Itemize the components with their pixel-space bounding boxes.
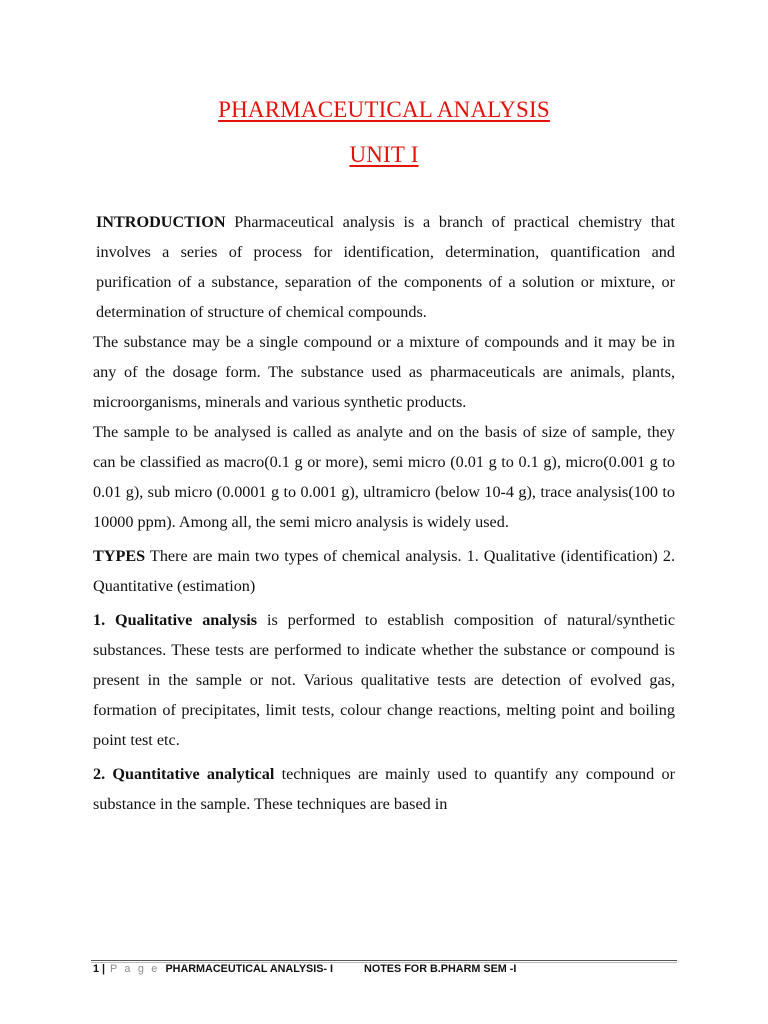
footer-divider: [91, 960, 677, 961]
intro-label: INTRODUCTION: [96, 213, 226, 231]
sample-paragraph: [93, 417, 675, 537]
unit-heading: UNIT I: [349, 142, 419, 167]
quantitative-text: techniques are mainly used to quantify any compound or substance in the sample. These techniques are based in: [93, 765, 675, 813]
types-paragraph: [93, 541, 675, 601]
page-footer: [93, 963, 516, 975]
types-text: There are main two types of chemical analysis. 1. Qualitative (identification) 2. Quantitative (estimation): [93, 547, 675, 595]
quantitative-label: 2. Quantitative analytical: [93, 765, 275, 783]
qualitative-paragraph: [93, 605, 675, 755]
sample-text: The sample to be analysed is called as analyte and on the basis of size of sample, they can be classified as macro(0.1 g or more), semi micro (0.01 g to 0.1 g), micro(0.001 g to 0.01 g), sub micro (0.0001 g to 0.001 g), ultramicro (below 10-4 g), trace analysis(100 to 10000 ppm). Among all, the semi micro analysis is widely used.: [93, 423, 675, 531]
page-title: PHARMACEUTICAL ANALYSIS: [218, 97, 550, 122]
page-word: P a g e: [110, 963, 160, 975]
types-label: TYPES: [93, 547, 146, 565]
footer-course: NOTES FOR B.PHARM SEM -I: [364, 963, 517, 975]
footer-subject: PHARMACEUTICAL ANALYSIS- I: [165, 963, 334, 975]
substance-paragraph: [93, 327, 675, 417]
substance-text: The substance may be a single compound or a mixture of compounds and it may be in any of the dosage form. The substance used as pharmaceuticals are animals, plants, microorganisms, minerals and various synthetic products.: [93, 333, 675, 411]
qualitative-label: 1. Qualitative analysis: [93, 611, 258, 629]
document-body: [93, 207, 675, 819]
qualitative-text: is performed to establish composition of natural/synthetic substances. These tests are performed to indicate whether the substance or compound is present in the sample or not. Various qualitative tests are detection of evolved gas, formation of precipitates, limit tests, colour change reactions, melting point and boiling point test etc.: [93, 611, 675, 749]
quantitative-paragraph: [93, 759, 675, 819]
page-number: 1 |: [93, 963, 106, 975]
intro-paragraph: [93, 207, 675, 327]
intro-text: Pharmaceutical analysis is a branch of practical chemistry that involves a series of process for identification, determination, quantification and purification of a substance, separation of the components of a solution or mixture, or determination of structure of chemical compounds.: [96, 213, 675, 321]
